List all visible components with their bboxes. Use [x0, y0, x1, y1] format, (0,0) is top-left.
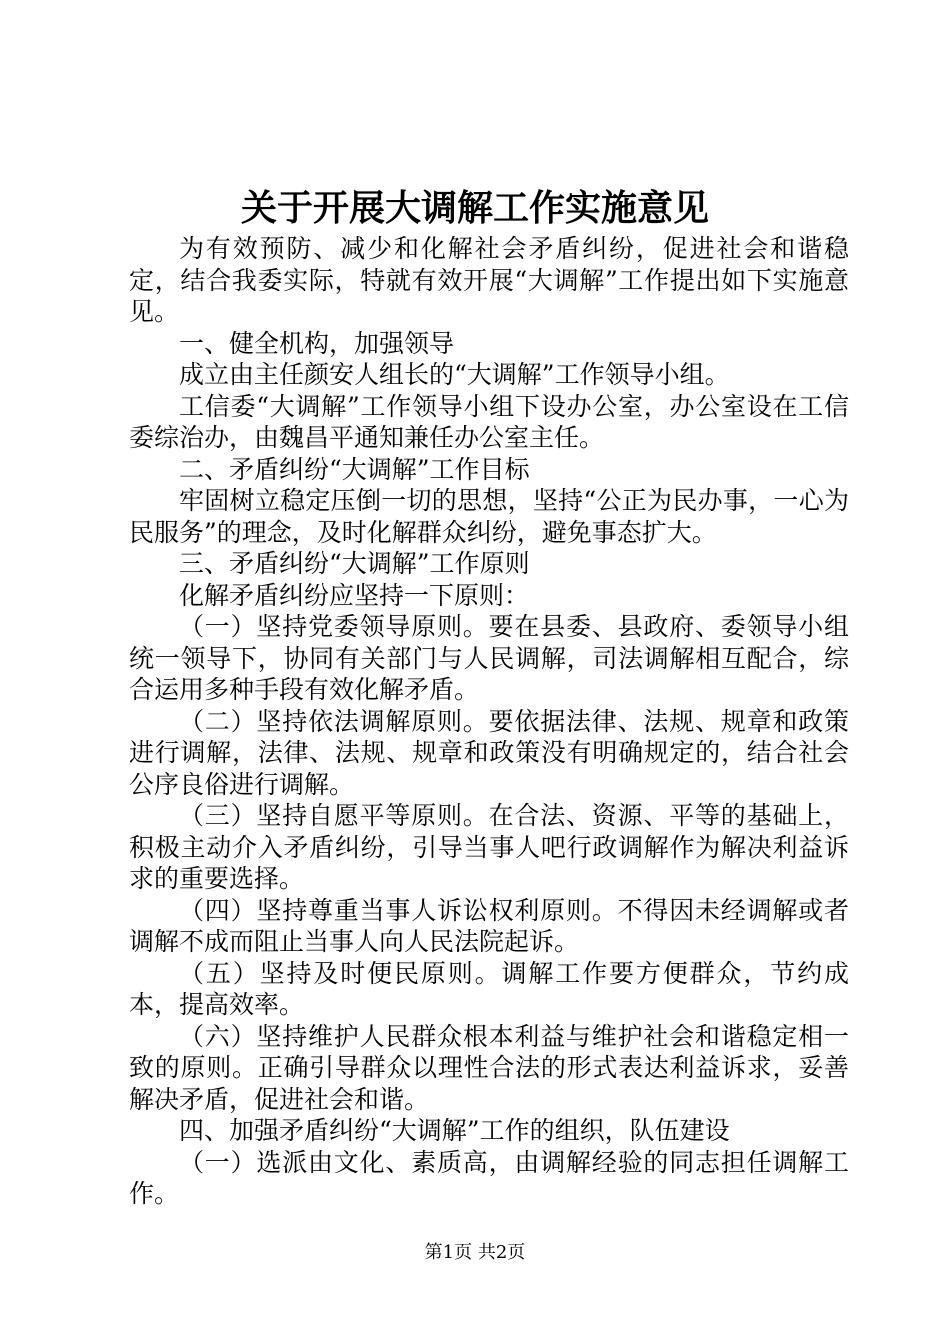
- paragraph-principle-6: （六）坚持维护人民群众根本利益与维护社会和谐稳定相一致的原则。正确引导群众以理性合法的形式表达利益诉求，妥善解决矛盾，促进社会和谐。: [129, 1021, 849, 1114]
- paragraph-office: 工信委“大调解”工作领导小组下设办公室，办公室设在工信委综治办，由魏昌平通知兼任办公室主任。: [129, 391, 849, 452]
- paragraph-principle-2: （二）坚持依法调解原则。要依据法律、法规、规章和政策进行调解，法律、法规、规章和政策没有明确规定的，结合社会公序良俗进行调解。: [129, 706, 849, 799]
- document-body: [129, 233, 849, 1210]
- document-title: 关于开展大调解工作实施意见: [240, 187, 709, 229]
- paragraph-principles-intro: 化解矛盾纠纷应坚持一下原则：: [179, 580, 530, 610]
- paragraph-leader-group: 成立由主任颜安人组长的“大调解”工作领导小组。: [179, 360, 730, 389]
- heading-section-3: 三、矛盾纠纷“大调解”工作原则: [179, 549, 530, 578]
- paragraph-intro: 为有效预防、减少和化解社会矛盾纠纷，促进社会和谐稳定，结合我委实际，特就有效开展“大调解”工作提出如下实施意见。: [129, 234, 849, 326]
- paragraph-goal: 牢固树立稳定压倒一切的思想，坚持“公正为民办事，一心为民服务”的理念，及时化解群众纠纷，避免事态扩大。: [129, 486, 849, 547]
- heading-section-4: 四、加强矛盾纠纷“大调解”工作的组织，队伍建设: [179, 1116, 730, 1145]
- page-footer: 第1页 共2页: [424, 1242, 526, 1263]
- paragraph-team-1: （一）选派由文化、素质高，由调解经验的同志担任调解工作。: [129, 1147, 849, 1208]
- paragraph-principle-4: （四）坚持尊重当事人诉讼权利原则。不得因未经调解或者调解不成而阻止当事人向人民法院起诉。: [129, 895, 849, 956]
- paragraph-principle-5: （五）坚持及时便民原则。调解工作要方便群众，节约成本，提高效率。: [129, 958, 849, 1019]
- heading-section-2: 二、矛盾纠纷“大调解”工作目标: [179, 454, 530, 484]
- paragraph-principle-3: （三）坚持自愿平等原则。在合法、资源、平等的基础上，积极主动介入矛盾纠纷，引导当事人吧行政调解作为解决利益诉求的重要选择。: [129, 801, 849, 893]
- paragraph-principle-1: （一）坚持党委领导原则。要在县委、县政府、委领导小组统一领导下，协同有关部门与人民调解，司法调解相互配合，综合运用多种手段有效化解矛盾。: [129, 612, 849, 704]
- heading-section-1: 一、健全机构，加强领导: [179, 328, 455, 358]
